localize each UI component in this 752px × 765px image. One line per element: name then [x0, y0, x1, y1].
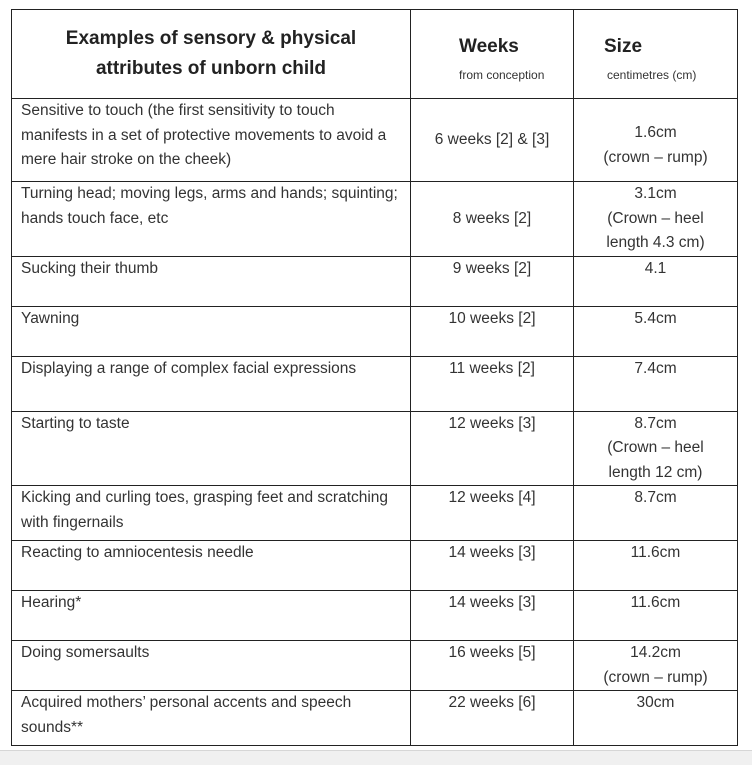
size-cell: [574, 411, 738, 486]
header-attributes: [12, 10, 411, 99]
table-row: [12, 256, 738, 306]
size-line: length 4.3 cm): [606, 234, 705, 251]
size-cell: [574, 486, 738, 541]
activity-cell: Turning head; moving legs, arms and hands; squinting; hands touch face, etc: [12, 182, 411, 257]
table-body: [12, 99, 738, 746]
size-line: 11.6cm: [630, 544, 681, 561]
size-cell: [574, 541, 738, 591]
header-weeks-title: Weeks: [459, 36, 519, 57]
activity-cell: Acquired mothers’ personal accents and speech sounds**: [12, 691, 411, 746]
weeks-cell: 10 weeks [2]: [411, 306, 574, 356]
weeks-cell: 22 weeks [6]: [411, 691, 574, 746]
table-row: [12, 411, 738, 486]
attributes-table: [11, 9, 738, 746]
activity-cell: Doing somersaults: [12, 641, 411, 691]
size-line: 7.4cm: [634, 359, 677, 377]
size-line: (crown – rump): [603, 668, 708, 686]
header-size-subtitle: centimetres (cm): [607, 68, 697, 82]
size-line: 8.7cm: [634, 414, 677, 432]
size-cell: [574, 591, 738, 641]
weeks-cell: 16 weeks [5]: [411, 641, 574, 691]
weeks-cell: 6 weeks [2] & [3]: [411, 99, 574, 182]
table-row: [12, 99, 738, 182]
header-size: [574, 10, 738, 99]
header-size-title: Size: [604, 36, 643, 57]
size-line: 30cm: [636, 694, 675, 711]
size-line: (Crown – heel: [607, 439, 704, 456]
size-cell: [574, 256, 738, 306]
size-line: (crown – rump): [603, 148, 708, 166]
size-cell: [574, 691, 738, 746]
header-weeks-subtitle: from conception: [459, 68, 545, 82]
header-attributes-title: Examples of sensory & physical attributes of unborn child: [65, 28, 357, 79]
size-cell: [574, 306, 738, 356]
weeks-cell: 12 weeks [4]: [411, 486, 574, 541]
table-row: [12, 691, 738, 746]
size-cell: [574, 182, 738, 257]
header-row: [12, 10, 738, 99]
size-line: 1.6cm: [634, 124, 677, 141]
activity-cell: Reacting to amniocentesis needle: [12, 541, 411, 591]
weeks-cell: 9 weeks [2]: [411, 256, 574, 306]
weeks-cell: 14 weeks [3]: [411, 591, 574, 641]
weeks-cell: 14 weeks [3]: [411, 541, 574, 591]
table-row: [12, 591, 738, 641]
size-cell: [574, 99, 738, 182]
header-weeks: [411, 10, 574, 99]
size-cell: [574, 641, 738, 691]
size-line: 4.1: [644, 259, 667, 277]
table-row: [12, 541, 738, 591]
weeks-cell: 11 weeks [2]: [411, 356, 574, 411]
table-row: [12, 486, 738, 541]
table-row: [12, 356, 738, 411]
size-line: 14.2cm: [630, 644, 681, 661]
table-row: [12, 182, 738, 257]
table-row: [12, 306, 738, 356]
bottom-strip: [0, 750, 752, 765]
size-cell: [574, 356, 738, 411]
activity-cell: Sucking their thumb: [12, 256, 411, 306]
activity-cell: Yawning: [12, 306, 411, 356]
activity-cell: Sensitive to touch (the first sensitivity to touch manifests in a set of protective movements to avoid a mere hair stroke on the cheek): [12, 99, 411, 182]
activity-cell: Hearing*: [12, 591, 411, 641]
size-line: (Crown – heel: [607, 209, 704, 227]
weeks-cell: 12 weeks [3]: [411, 411, 574, 486]
size-line: length 12 cm): [608, 463, 703, 481]
size-line: 8.7cm: [634, 489, 677, 506]
activity-cell: Kicking and curling toes, grasping feet and scratching with fingernails: [12, 486, 411, 541]
activity-cell: Displaying a range of complex facial expressions: [12, 356, 411, 411]
table-row: [12, 641, 738, 691]
size-line: 3.1cm: [634, 185, 677, 202]
weeks-cell: 8 weeks [2]: [411, 182, 574, 257]
size-line: 11.6cm: [630, 594, 681, 611]
activity-cell: Starting to taste: [12, 411, 411, 486]
size-line: 5.4cm: [634, 309, 677, 327]
